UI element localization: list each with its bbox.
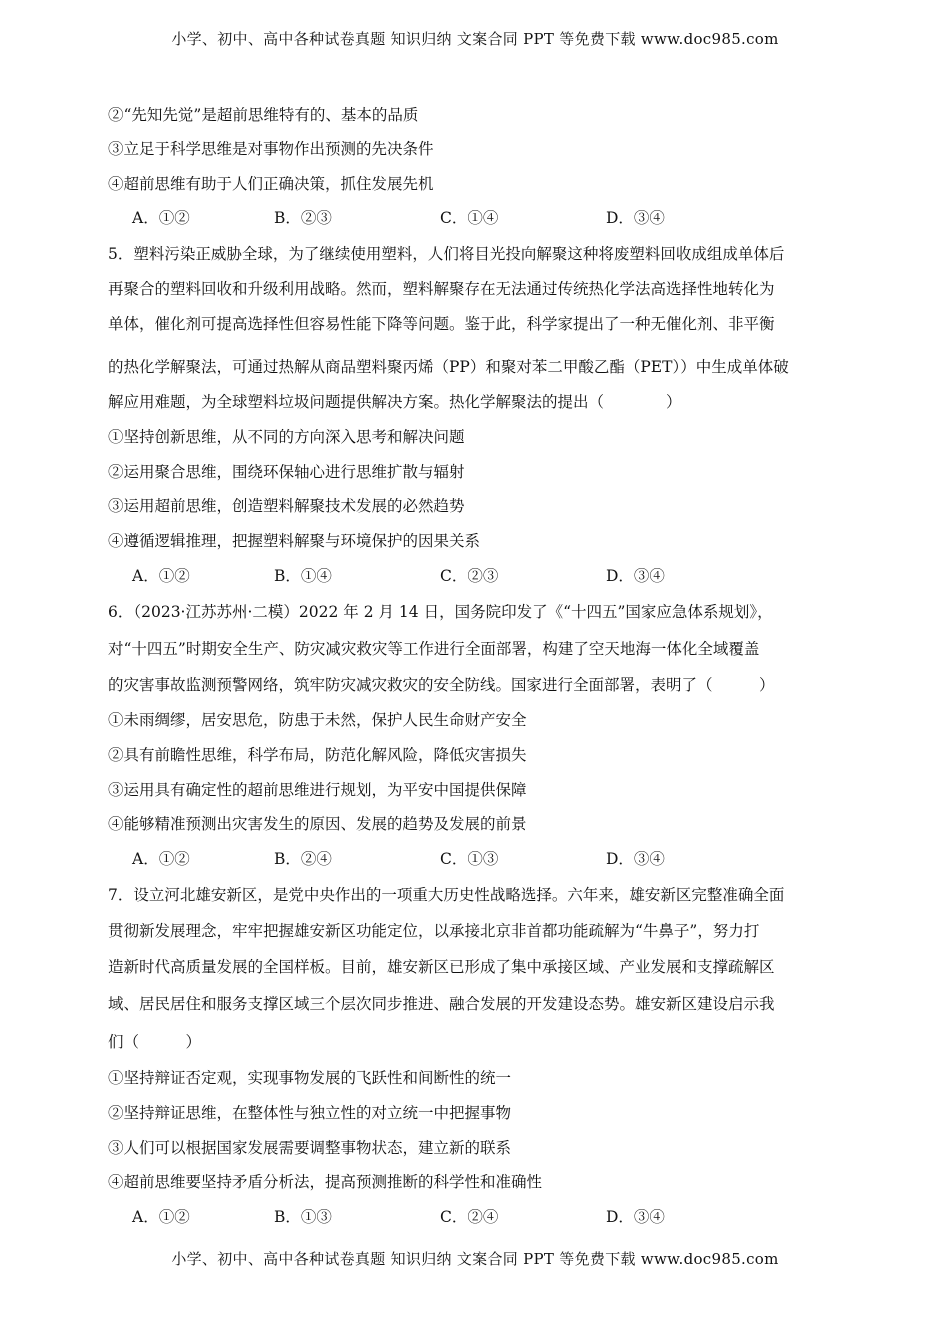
q5-stem-line-5: 解应用难题，为全球塑料垃圾问题提供解决方案。热化学解聚法的提出（ ） <box>108 393 682 411</box>
page-footer: 小学、初中、高中各种试卷真题 知识归纳 文案合同 PPT 等免费下载 www.doc985.com <box>171 1250 779 1268</box>
q7-stem-line-1: 7．设立河北雄安新区，是党中央作出的一项重大历史性战略选择。六年来，雄安新区完整准确全面 <box>108 886 785 904</box>
q4-choice-4: ④超前思维有助于人们正确决策，抓住发展先机 <box>108 175 434 193</box>
q5-stem-line-1: 5．塑料污染正威胁全球，为了继续使用塑料，人们将目光投向解聚这种将废塑料回收成组成单体后 <box>108 245 785 263</box>
q7-choice-3: ③人们可以根据国家发展需要调整事物状态，建立新的联系 <box>108 1139 512 1157</box>
q5-option-a[interactable]: A．①② <box>132 567 190 585</box>
q6-option-a[interactable]: A．①② <box>132 850 190 868</box>
q7-option-a[interactable]: A．①② <box>132 1208 190 1226</box>
q5-option-c[interactable]: C．②③ <box>440 567 499 585</box>
q4-choice-3: ③立足于科学思维是对事物作出预测的先决条件 <box>108 140 434 158</box>
q5-options <box>132 565 832 587</box>
q4-option-b[interactable]: B．②③ <box>274 209 332 227</box>
q7-choice-4: ④超前思维要坚持矛盾分析法，提高预测推断的科学性和准确性 <box>108 1173 543 1191</box>
q7-stem-line-3: 造新时代高质量发展的全国样板。目前，雄安新区已形成了集中承接区域、产业发展和支撑疏解区 <box>108 958 775 976</box>
q7-choice-2: ②坚持辩证思维，在整体性与独立性的对立统一中把握事物 <box>108 1104 512 1122</box>
q7-choice-1: ①坚持辩证否定观，实现事物发展的飞跃性和间断性的统一 <box>108 1069 512 1087</box>
q6-stem-line-3: 的灾害事故监测预警网络，筑牢防灾减灾救灾的安全防线。国家进行全面部署，表明了（ ） <box>108 676 775 694</box>
q4-option-c[interactable]: C．①④ <box>440 209 499 227</box>
q5-choice-1: ①坚持创新思维，从不同的方向深入思考和解决问题 <box>108 428 465 446</box>
q5-stem-line-2: 再聚合的塑料回收和升级利用战略。然而，塑料解聚存在无法通过传统热化学法高选择性地转化为 <box>108 280 775 298</box>
q6-option-b[interactable]: B．②④ <box>274 850 332 868</box>
q6-stem-line-2: 对“十四五”时期安全生产、防灾减灾救灾等工作进行全面部署，构建了空天地海一体化全域覆盖 <box>108 640 760 658</box>
q5-stem-line-3: 单体，催化剂可提高选择性但容易性能下降等问题。鉴于此，科学家提出了一种无催化剂、非平衡 <box>108 315 775 333</box>
q7-options <box>132 1206 832 1228</box>
q4-options <box>132 207 832 229</box>
q5-option-b[interactable]: B．①④ <box>274 567 332 585</box>
q6-choice-3: ③运用具有确定性的超前思维进行规划，为平安中国提供保障 <box>108 781 527 799</box>
q7-option-d[interactable]: D．③④ <box>606 1208 665 1226</box>
q7-option-c[interactable]: C．②④ <box>440 1208 499 1226</box>
q7-option-b[interactable]: B．①③ <box>274 1208 332 1226</box>
q6-option-d[interactable]: D．③④ <box>606 850 665 868</box>
page-header: 小学、初中、高中各种试卷真题 知识归纳 文案合同 PPT 等免费下载 www.doc985.com <box>171 30 779 48</box>
q4-option-d[interactable]: D．③④ <box>606 209 665 227</box>
q6-choice-1: ①未雨绸缪，居安思危，防患于未然，保护人民生命财产安全 <box>108 711 527 729</box>
q6-option-c[interactable]: C．①③ <box>440 850 499 868</box>
q4-choice-2: ②“先知先觉”是超前思维特有的、基本的品质 <box>108 106 419 124</box>
q5-choice-4: ④遵循逻辑推理，把握塑料解聚与环境保护的因果关系 <box>108 532 481 550</box>
q6-choice-4: ④能够精准预测出灾害发生的原因、发展的趋势及发展的前景 <box>108 815 527 833</box>
q7-stem-line-4: 域、居民居住和服务支撑区域三个层次同步推进、融合发展的开发建设态势。雄安新区建设启示我 <box>108 995 775 1013</box>
q6-choice-2: ②具有前瞻性思维，科学布局，防范化解风险，降低灾害损失 <box>108 746 527 764</box>
q5-choice-3: ③运用超前思维，创造塑料解聚技术发展的必然趋势 <box>108 497 465 515</box>
q6-stem-line-1: 6．（2023·江苏苏州·二模）2022 年 2 月 14 日，国务院印发了《“十四五”国家应急体系规划》， <box>108 603 773 621</box>
q5-option-d[interactable]: D．③④ <box>606 567 665 585</box>
q5-choice-2: ②运用聚合思维，围绕环保轴心进行思维扩散与辐射 <box>108 463 465 481</box>
q4-option-a[interactable]: A．①② <box>132 209 190 227</box>
q7-stem-line-2: 贯彻新发展理念，牢牢把握雄安新区功能定位，以承接北京非首都功能疏解为“牛鼻子”，努力打 <box>108 922 760 940</box>
q6-options <box>132 848 832 870</box>
q7-stem-line-5: 们（ ） <box>108 1033 202 1051</box>
q5-stem-line-4: 的热化学解聚法，可通过热解从商品塑料聚丙烯（PP）和聚对苯二甲酸乙酯（PET））中生成单体破 <box>108 358 789 376</box>
